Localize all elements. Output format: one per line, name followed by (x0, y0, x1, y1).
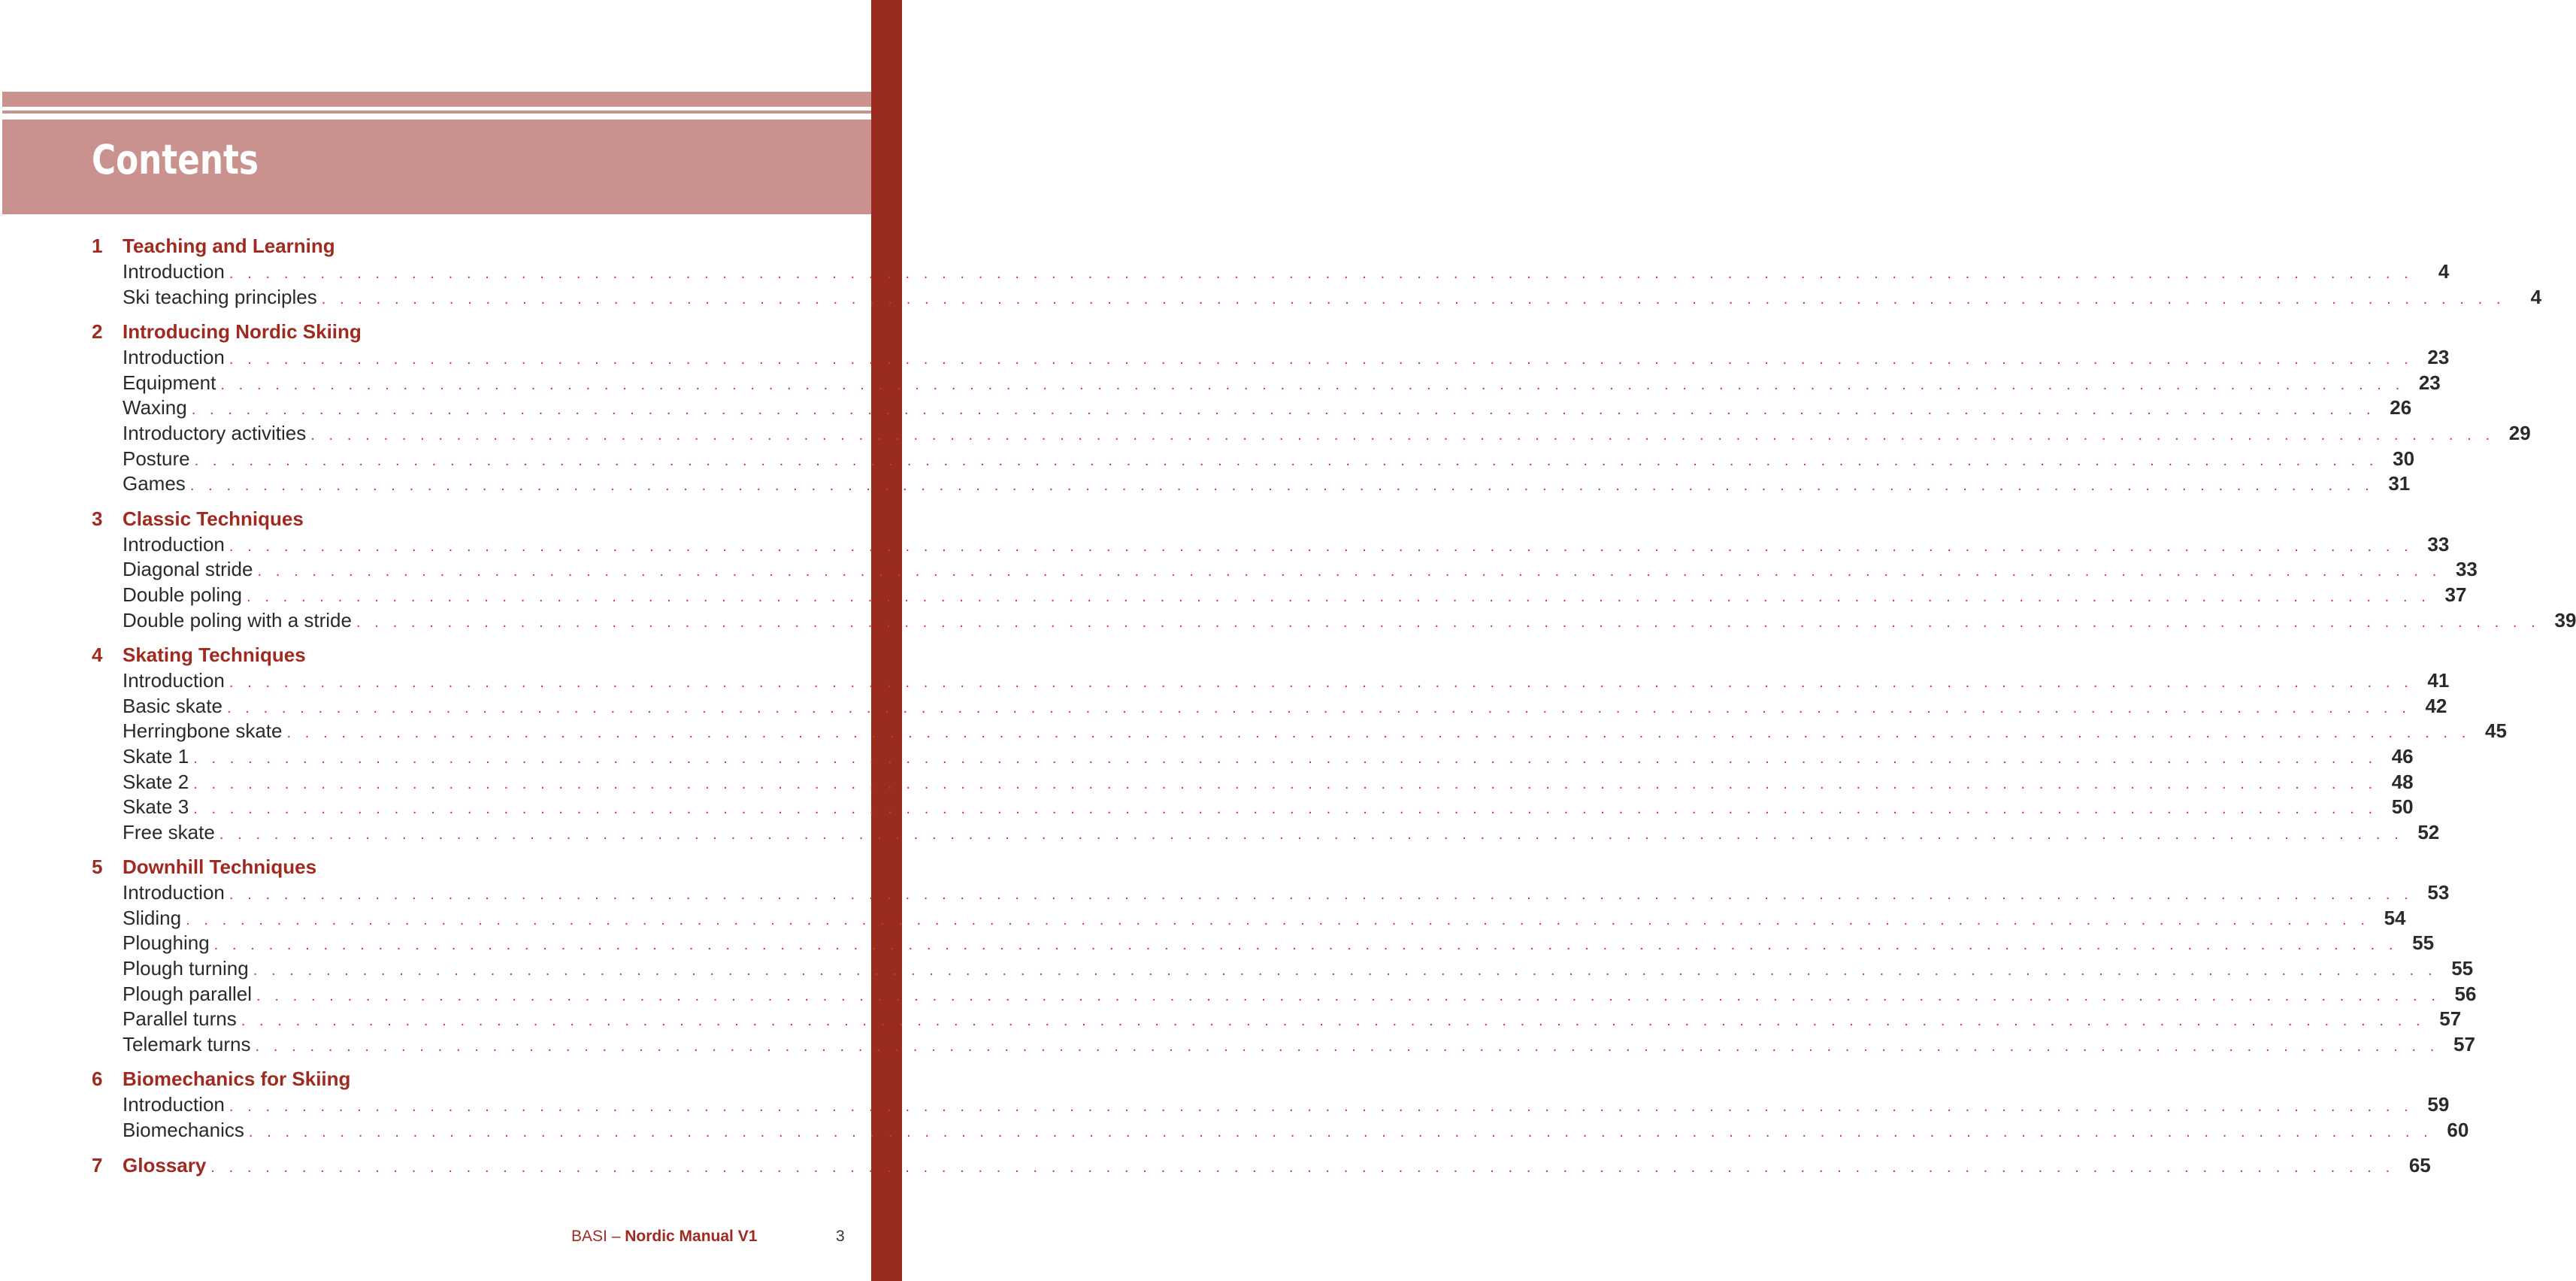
dot-leader: . . . . . . . . . . . . . . . . . . . . . . . . . . . . . . . . . . . . . . . . . . . . . . . . . . . . . . . . . . . . . . . . . . . . . . . . . . . . . . . . . . . . . . . . . . . . . . . . . . . . . . . . . . . . . . . . . . . . . . . . (210, 1158, 2395, 1176)
toc-section (92, 1065, 2469, 1143)
section-title: Teaching and Learning (123, 235, 335, 257)
toc-section (92, 505, 2576, 633)
page-number: 3 (836, 1228, 845, 1245)
toc-entry[interactable] (92, 880, 2450, 906)
dot-leader: . . . . . . . . . . . . . . . . . . . . . . . . . . . . . . . . . . . . . . . . . . . . . . . . . . . . . . . . . . . . . . . . . . . . . . . . . . . . . . . . . . . . . . . . . . . . . . . . . . . . . . . . . . . . . . . . . . . . . . . . (255, 1037, 2439, 1055)
dot-leader: . . . . . . . . . . . . . . . . . . . . . . . . . . . . . . . . . . . . . . . . . . . . . . . . . . . . . . . . . . . . . . . . . . . . . . . . . . . . . . . . . . . . . . . . . . . . . . . . . . . . . . . . . . . . . . . . . . . . . . . . (229, 674, 2414, 692)
section-title: Glossary (123, 1153, 207, 1177)
page-ref: 4 (2438, 260, 2450, 283)
page-ref: 39 (2554, 608, 2576, 631)
toc-entry[interactable] (92, 259, 2450, 285)
section-number: 3 (92, 507, 103, 530)
toc-entry[interactable] (92, 447, 2415, 472)
toc-section (92, 232, 2542, 310)
page-ref: 60 (2447, 1119, 2469, 1142)
entry-label: Basic skate (123, 694, 222, 717)
footer (571, 1225, 812, 1248)
footer-org: BASI – (571, 1228, 625, 1245)
section-title: Introducing Nordic Skiing (123, 320, 362, 344)
entry-label: Equipment (123, 371, 216, 394)
page-ref: 31 (2388, 472, 2411, 495)
page-ref: 29 (2508, 421, 2531, 444)
toc-entry[interactable] (92, 371, 2441, 396)
toc-entry[interactable] (92, 820, 2440, 846)
dot-leader: . . . . . . . . . . . . . . . . . . . . . . . . . . . . . . . . . . . . . . . . . . . . . . . . . . . . . . . . . . . . . . . . . . . . . . . . . . . . . . . . . . . . . . . . . . . . . . . . . . . . . . . . . . . . . . . . . . . . . . . . (191, 401, 2376, 419)
toc-entry[interactable] (92, 795, 2414, 820)
entry-label: Diagonal stride (123, 558, 253, 581)
toc-entry[interactable] (92, 345, 2450, 371)
page-ref: 56 (2454, 982, 2477, 1005)
page-ref: 33 (2427, 532, 2450, 556)
header-stripe-middle (2, 111, 871, 114)
dot-leader: . . . . . . . . . . . . . . . . . . . . . . . . . . . . . . . . . . . . . . . . . . . . . . . . . . . . . . . . . . . . . . . . . . . . . . . . . . . . . . . . . . . . . . . . . . . . . . . . . . . . . . . . . . . . . . . . . . . . . . . . (193, 750, 2378, 767)
page-ref: 4 (2530, 285, 2542, 308)
toc-entry[interactable] (92, 532, 2450, 558)
page-ref: 42 (2425, 694, 2447, 717)
page-ref: 55 (2451, 957, 2474, 980)
toc-entry[interactable] (92, 744, 2414, 770)
toc-section-heading[interactable] (92, 232, 803, 259)
entry-label: Telemark turns (123, 1032, 251, 1055)
section-number: 2 (92, 320, 103, 344)
dot-leader: . . . . . . . . . . . . . . . . . . . . . . . . . . . . . . . . . . . . . . . . . . . . . . . . . . . . . . . . . . . . . . . . . . . . . . . . . . . . . . . . . . . . . . . . . . . . . . . . . . . . . . . . . . . . . . . . . . . . . . . . (194, 452, 2379, 469)
dot-leader: . . . . . . . . . . . . . . . . . . . . . . . . . . . . . . . . . . . . . . . . . . . . . . . . . . . . . . . . . . . . . . . . . . . . . . . . . . . . . . . . . . . . . . . . . . . . . . . . . . . . . . . . . . . . . . . . . . . . . . . . (241, 1013, 2426, 1030)
page-ref: 59 (2427, 1093, 2450, 1116)
toc-entry[interactable] (92, 471, 2411, 497)
page-edge-bar (871, 0, 902, 1281)
toc-section (92, 1152, 2431, 1179)
page-ref: 37 (2444, 583, 2467, 606)
page-ref: 23 (2418, 371, 2441, 394)
entry-label: Double poling with a stride (123, 608, 352, 631)
page-ref: 55 (2412, 931, 2435, 955)
toc-entry[interactable] (92, 1118, 2469, 1143)
page-ref: 57 (2453, 1032, 2475, 1055)
dot-leader: . . . . . . . . . . . . . . . . . . . . . . . . . . . . . . . . . . . . . . . . . . . . . . . . . . . . . . . . . . . . . . . . . . . . . . . . . . . . . . . . . . . . . . . . . . . . . . . . . . . . . . . . . . . . . . . . . . . . . . . . (229, 538, 2414, 555)
toc-entry[interactable] (92, 931, 2435, 956)
dot-leader: . . . . . . . . . . . . . . . . . . . . . . . . . . . . . . . . . . . . . . . . . . . . . . . . . . . . . . . . . . . . . . . . . . . . . . . . . . . . . . . . . . . . . . . . . . . . . . . . . . . . . . . . . . . . . . . . . . . . . . . . (229, 886, 2414, 904)
toc-entry[interactable] (92, 1032, 2475, 1058)
dot-leader: . . . . . . . . . . . . . . . . . . . . . . . . . . . . . . . . . . . . . . . . . . . . . . . . . . . . . . . . . . . . . . . . . . . . . . . . . . . . . . . . . . . . . . . . . . . . . . . . . . . . . . . . . . . . . . . . . . . . . . . . (219, 825, 2404, 843)
entry-label: Introduction (123, 260, 225, 283)
entry-label: Introduction (123, 532, 225, 556)
section-title: Downhill Techniques (123, 856, 317, 879)
page-ref: 30 (2393, 447, 2415, 470)
toc-section (92, 641, 2507, 845)
entry-label: Herringbone skate (123, 719, 283, 743)
toc-entry[interactable] (92, 421, 2531, 447)
toc-entry[interactable] (92, 770, 2414, 795)
toc-entry[interactable] (92, 982, 2477, 1007)
page-ref: 23 (2427, 346, 2450, 369)
page-ref: 57 (2439, 1007, 2462, 1031)
section-title: Skating Techniques (123, 644, 306, 667)
page-ref: 41 (2427, 669, 2450, 692)
toc-entry[interactable] (92, 583, 2467, 608)
page-ref: 53 (2427, 881, 2450, 904)
toc-entry[interactable] (92, 1007, 2462, 1032)
toc-section (92, 853, 2477, 1057)
footer-manual-title: Nordic Manual V1 (625, 1228, 758, 1245)
toc-section-heading[interactable] (92, 1152, 2431, 1179)
page-ref: 65 (2408, 1153, 2431, 1177)
header-stripe-top (2, 92, 871, 107)
toc-entry[interactable] (92, 285, 2542, 310)
toc-section-heading[interactable] (92, 505, 803, 532)
entry-label: Waxing (123, 396, 187, 419)
section-number: 6 (92, 1068, 103, 1091)
dot-leader: . . . . . . . . . . . . . . . . . . . . . . . . . . . . . . . . . . . . . . . . . . . . . . . . . . . . . . . . . . . . . . . . . . . . . . . . . . . . . . . . . . . . . . . . . . . . . . . . . . . . . . . . . . . . . . . . . . . . . . . . (213, 937, 2399, 954)
dot-leader: . . . . . . . . . . . . . . . . . . . . . . . . . . . . . . . . . . . . . . . . . . . . . . . . . . . . . . . . . . . . . . . . . . . . . . . . . . . . . . . . . . . . . . . . . . . . . . . . . . . . . . . . . . . . . . . . . . . . . . . . (220, 376, 2405, 393)
entry-label: Introduction (123, 1093, 225, 1116)
toc-section-heading[interactable] (92, 641, 803, 668)
toc-entry[interactable] (92, 668, 2450, 694)
entry-label: Skate 1 (123, 744, 189, 768)
entry-label: Ski teaching principles (123, 285, 317, 308)
page-ref: 26 (2390, 396, 2412, 419)
toc-section (92, 318, 2531, 497)
dot-leader: . . . . . . . . . . . . . . . . . . . . . . . . . . . . . . . . . . . . . . . . . . . . . . . . . . . . . . . . . . . . . . . . . . . . . . . . . . . . . . . . . . . . . . . . . . . . . . . . . . . . . . . . . . . . . . . . . . . . . . . . (248, 1124, 2433, 1141)
toc-entry[interactable] (92, 719, 2507, 744)
section-number: 7 (92, 1153, 103, 1177)
toc-entry[interactable] (92, 608, 2576, 634)
section-number: 5 (92, 856, 103, 879)
entry-label: Introduction (123, 669, 225, 692)
dot-leader: . . . . . . . . . . . . . . . . . . . . . . . . . . . . . . . . . . . . . . . . . . . . . . . . . . . . . . . . . . . . . . . . . . . . . . . . . . . . . . . . . . . . . . . . . . . . . . . . . . . . . . . . . . . . . . . . . . . . . . . . (257, 563, 2441, 580)
page-title: Contents (92, 136, 259, 183)
toc-entry[interactable] (92, 1092, 2450, 1118)
entry-label: Ploughing (123, 931, 210, 955)
dot-leader: . . . . . . . . . . . . . . . . . . . . . . . . . . . . . . . . . . . . . . . . . . . . . . . . . . . . . . . . . . . . . . . . . . . . . . . . . . . . . . . . . . . . . . . . . . . . . . . . . . . . . . . . . . . . . . . . . . . . . . . . (253, 962, 2438, 980)
dot-leader: . . . . . . . . . . . . . . . . . . . . . . . . . . . . . . . . . . . . . . . . . . . . . . . . . . . . . . . . . . . . . . . . . . . . . . . . . . . . . . . . . . . . . . . . . . . . . . . . . . . . . . . . . . . . . . . . . . . . . . . . (247, 588, 2431, 605)
dot-leader: . . . . . . . . . . . . . . . . . . . . . . . . . . . . . . . . . . . . . . . . . . . . . . . . . . . . . . . . . . . . . . . . . . . . . . . . . . . . . . . . . . . . . . . . . . . . . . . . . . . . . . . . . . . . . . . . . . . . . . . . (186, 911, 2370, 928)
dot-leader: . . . . . . . . . . . . . . . . . . . . . . . . . . . . . . . . . . . . . . . . . . . . . . . . . . . . . . . . . . . . . . . . . . . . . . . . . . . . . . . . . . . . . . . . . . . . . . . . . . . . . . . . . . . . . . . . . . . . . . . . (193, 775, 2378, 792)
dot-leader: . . . . . . . . . . . . . . . . . . . . . . . . . . . . . . . . . . . . . . . . . . . . . . . . . . . . . . . . . . . . . . . . . . . . . . . . . . . . . . . . . . . . . . . . . . . . . . . . . . . . . . . . . . . . . . . . . . . . . . . . (310, 426, 2495, 444)
entry-label: Introduction (123, 881, 225, 904)
toc-section-heading[interactable] (92, 1065, 803, 1092)
entry-label: Plough parallel (123, 982, 253, 1005)
page-ref: 54 (2384, 906, 2406, 929)
dot-leader: . . . . . . . . . . . . . . . . . . . . . . . . . . . . . . . . . . . . . . . . . . . . . . . . . . . . . . . . . . . . . . . . . . . . . . . . . . . . . . . . . . . . . . . . . . . . . . . . . . . . . . . . . . . . . . . . . . . . . . . . (226, 699, 2411, 716)
toc-entry[interactable] (92, 557, 2478, 583)
page-ref: 45 (2484, 719, 2507, 743)
entry-label: Skate 3 (123, 795, 189, 819)
dot-leader: . . . . . . . . . . . . . . . . . . . . . . . . . . . . . . . . . . . . . . . . . . . . . . . . . . . . . . . . . . . . . . . . . . . . . . . . . . . . . . . . . . . . . . . . . . . . . . . . . . . . . . . . . . . . . . . . . . . . . . . . (321, 290, 2506, 307)
entry-label: Sliding (123, 906, 182, 929)
section-number: 4 (92, 644, 103, 667)
page-ref: 52 (2417, 820, 2440, 843)
dot-leader: . . . . . . . . . . . . . . . . . . . . . . . . . . . . . . . . . . . . . . . . . . . . . . . . . . . . . . . . . . . . . . . . . . . . . . . . . . . . . . . . . . . . . . . . . . . . . . . . . . . . . . . . . . . . . . . . . . . . . . . . (189, 477, 2375, 495)
entry-label: Skate 2 (123, 770, 189, 793)
dot-leader: . . . . . . . . . . . . . . . . . . . . . . . . . . . . . . . . . . . . . . . . . . . . . . . . . . . . . . . . . . . . . . . . . . . . . . . . . . . . . . . . . . . . . . . . . . . . . . . . . . . . . . . . . . . . . . . . . . . . . . . . (229, 1098, 2414, 1116)
toc-entry[interactable] (92, 906, 2406, 931)
toc-section-heading[interactable] (92, 853, 803, 880)
entry-label: Double poling (123, 583, 243, 606)
entry-label: Plough turning (123, 957, 249, 980)
page-ref: 50 (2391, 795, 2414, 819)
toc-section-heading[interactable] (92, 318, 803, 345)
entry-label: Games (123, 472, 186, 495)
toc-entry[interactable] (92, 694, 2447, 719)
dot-leader: . . . . . . . . . . . . . . . . . . . . . . . . . . . . . . . . . . . . . . . . . . . . . . . . . . . . . . . . . . . . . . . . . . . . . . . . . . . . . . . . . . . . . . . . . . . . . . . . . . . . . . . . . . . . . . . . . . . . . . . . (356, 613, 2541, 631)
section-title: Biomechanics for Skiing (123, 1068, 351, 1091)
dot-leader: . . . . . . . . . . . . . . . . . . . . . . . . . . . . . . . . . . . . . . . . . . . . . . . . . . . . . . . . . . . . . . . . . . . . . . . . . . . . . . . . . . . . . . . . . . . . . . . . . . . . . . . . . . . . . . . . . . . . . . . . (256, 987, 2441, 1004)
entry-label: Introductory activities (123, 421, 307, 444)
toc-entry[interactable] (92, 956, 2474, 982)
table-of-contents (92, 232, 2576, 1187)
section-title: Classic Techniques (123, 507, 304, 530)
entry-label: Free skate (123, 820, 215, 843)
entry-label: Introduction (123, 346, 225, 369)
section-number: 1 (92, 235, 103, 257)
page-ref: 33 (2455, 558, 2478, 581)
toc-entry[interactable] (92, 395, 2412, 421)
page-ref: 48 (2391, 770, 2414, 793)
dot-leader: . . . . . . . . . . . . . . . . . . . . . . . . . . . . . . . . . . . . . . . . . . . . . . . . . . . . . . . . . . . . . . . . . . . . . . . . . . . . . . . . . . . . . . . . . . . . . . . . . . . . . . . . . . . . . . . . . . . . . . . . (229, 351, 2414, 368)
entry-label: Posture (123, 447, 190, 470)
entry-label: Biomechanics (123, 1119, 244, 1142)
dot-leader: . . . . . . . . . . . . . . . . . . . . . . . . . . . . . . . . . . . . . . . . . . . . . . . . . . . . . . . . . . . . . . . . . . . . . . . . . . . . . . . . . . . . . . . . . . . . . . . . . . . . . . . . . . . . . . . . . . . . . . . . (193, 801, 2378, 818)
entry-label: Parallel turns (123, 1007, 237, 1031)
dot-leader: . . . . . . . . . . . . . . . . . . . . . . . . . . . . . . . . . . . . . . . . . . . . . . . . . . . . . . . . . . . . . . . . . . . . . . . . . . . . . . . . . . . . . . . . . . . . . . . . . . . . . . . . . . . . . . . . . . . . . . . . (286, 725, 2471, 742)
dot-leader: . . . . . . . . . . . . . . . . . . . . . . . . . . . . . . . . . . . . . . . . . . . . . . . . . . . . . . . . . . . . . . . . . . . . . . . . . . . . . . . . . . . . . . . . . . . . . . . . . . . . . . . . . . . . . . . . . . . . . . . . (229, 265, 2414, 282)
page-ref: 46 (2391, 744, 2414, 768)
